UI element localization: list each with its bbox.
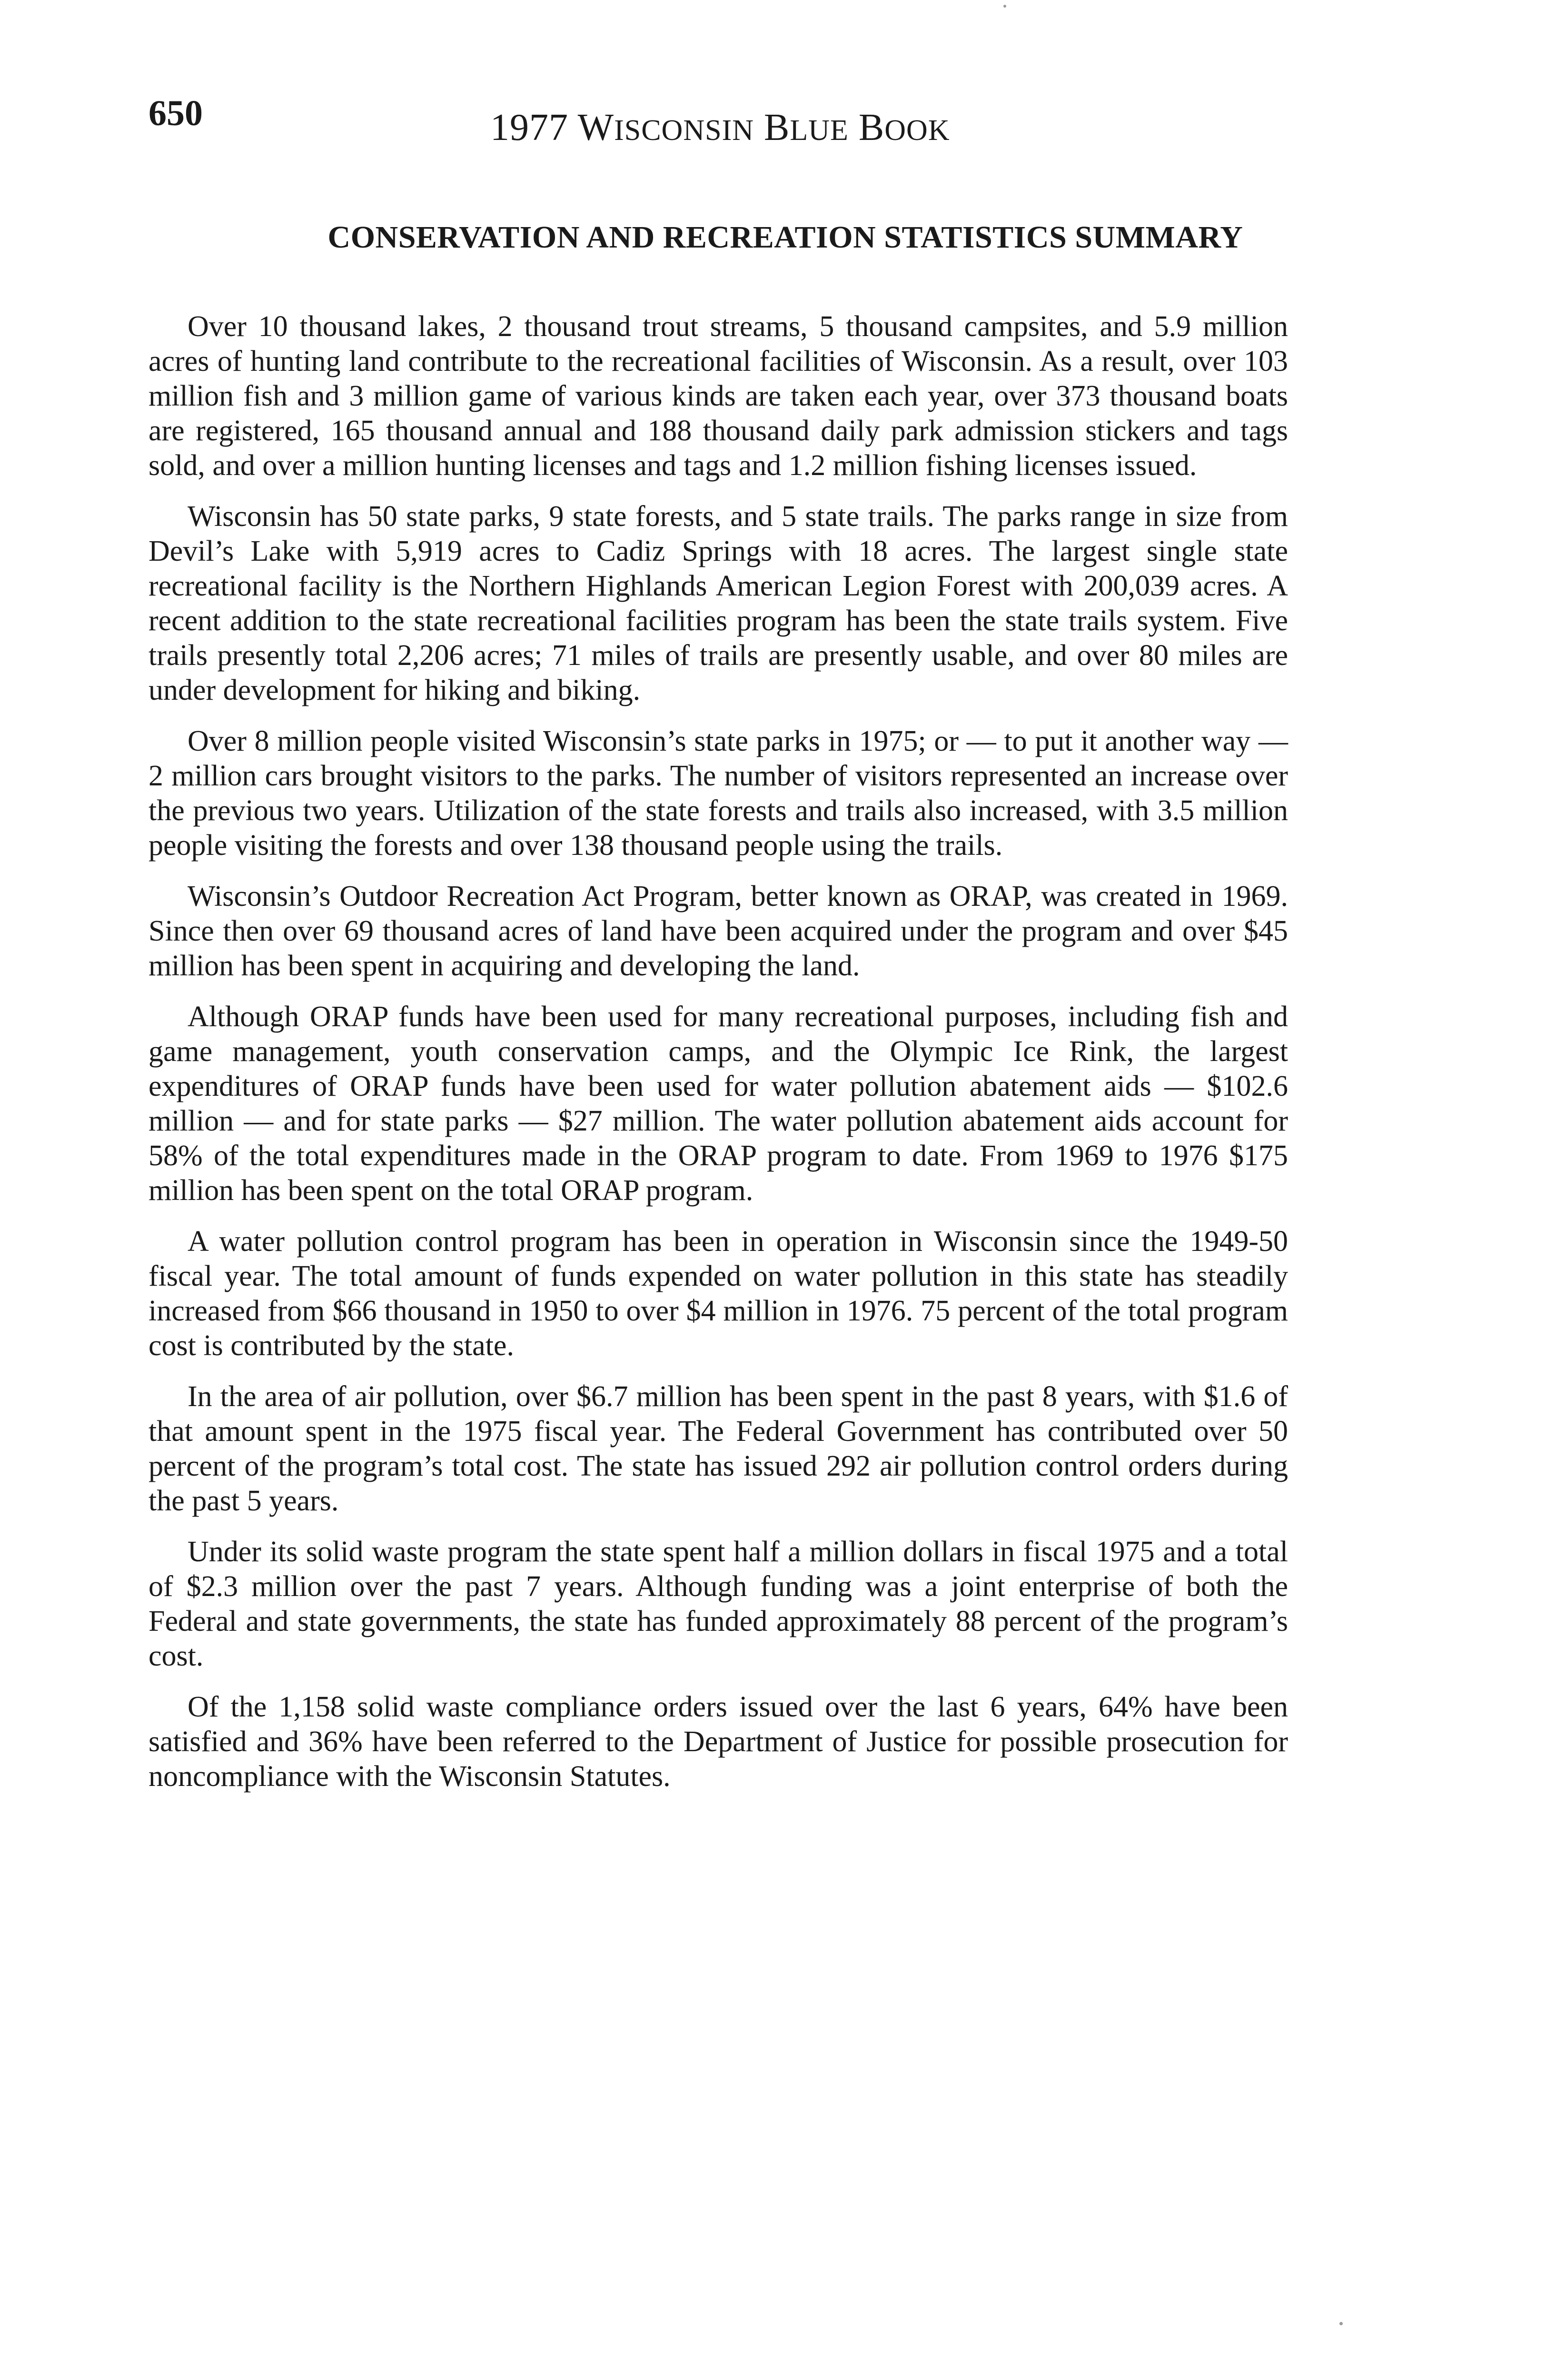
running-head-initial: B (858, 107, 885, 149)
paragraph: A water pollution control program has been in operation in Wisconsin since the 1949-50 fiscal year. The total amount of funds expended on water pollution in this state has steadily increased from $66 thousand in 1950 to over $4 million in 1976. 75 percent of the total program cost is contributed by the state. (149, 1225, 1288, 1362)
paragraph: Although ORAP funds have been used for many recreational purposes, including fish and game management, youth conservation camps, and the Olympic Ice Rink, the largest expenditures of ORAP funds have been used for water pollution abatement aids — $102.6 million — and for state parks — $27 million. The water pollution abatement aids account for 58% of the total expenditures made in the ORAP program to date. From 1969 to 1976 $175 million has been spent on the total ORAP program. (149, 1001, 1288, 1207)
paragraph: In the area of air pollution, over $6.7 million has been spent in the past 8 years, with $1.6 of that amount spent in the 1975 fiscal year. The Federal Government has contributed over 50 percent of the program’s total cost. The state has issued 292 air pollution control orders during the past 5 years. (149, 1380, 1288, 1517)
running-head-rest: OOK (884, 114, 950, 147)
scan-speck (1339, 2322, 1343, 2325)
section-title: CONSERVATION AND RECREATION STATISTICS SUMMARY (327, 220, 1243, 255)
scan-speck (1003, 5, 1006, 8)
paragraph: Wisconsin has 50 state parks, 9 state forests, and 5 state trails. The parks range in size from Devil’s Lake with 5,919 acres to Cadiz Springs with 18 acres. The largest single state recreational facility is the Northern Highlands American Legion Forest with 200,039 acres. A recent addition to the state recreational facilities program has been the state trails system. Five trails presently total 2,206 acres; 71 miles of trails are presently usable, and over 80 miles are under development for hiking and biking. (149, 500, 1288, 706)
running-head-initial: W (577, 107, 614, 149)
paragraph: Of the 1,158 solid waste compliance orders issued over the last 6 years, 64% have been satisfied and 36% have been referred to the Department of Justice for possible prosecution for noncompliance with the Wisconsin Statutes. (149, 1691, 1288, 1793)
running-head-rest: ISCONSIN (614, 114, 754, 147)
paragraph: Under its solid waste program the state spent half a million dollars in fiscal 1975 and a total of $2.3 million over the past 7 years. Although funding was a joint enterprise of both the Federal and state governments, the state has funded approximately 88 percent of the program’s cost. (149, 1536, 1288, 1672)
paragraph: Wisconsin’s Outdoor Recreation Act Program, better known as ORAP, was created in 1969. Since then over 69 thousand acres of land have been acquired under the program and over $45 million has been spent in acquiring and developing the land. (149, 880, 1288, 982)
running-head (490, 109, 950, 147)
running-head-year: 1977 (490, 107, 568, 149)
page-number: 650 (149, 93, 203, 133)
running-head-rest: LUE (790, 114, 849, 147)
body-text (149, 309, 1288, 1810)
paragraph: Over 8 million people visited Wisconsin’s state parks in 1975; or — to put it another way — 2 million cars brought visitors to the parks. The number of visitors represented an increase over the previous two years. Utilization of the state forests and trails also increased, with 3.5 million people visiting the forests and over 138 thousand people using the trails. (149, 725, 1288, 862)
running-head-initial: B (764, 107, 790, 149)
paragraph: Over 10 thousand lakes, 2 thousand trout streams, 5 thousand campsites, and 5.9 million acres of hunting land contribute to the recreational facilities of Wisconsin. As a result, over 103 million fish and 3 million game of various kinds are taken each year, over 373 thousand boats are registered, 165 thousand annual and 188 thousand daily park admission stickers and tags sold, and over a million hunting licenses and tags and 1.2 million fishing licenses issued. (149, 310, 1288, 482)
